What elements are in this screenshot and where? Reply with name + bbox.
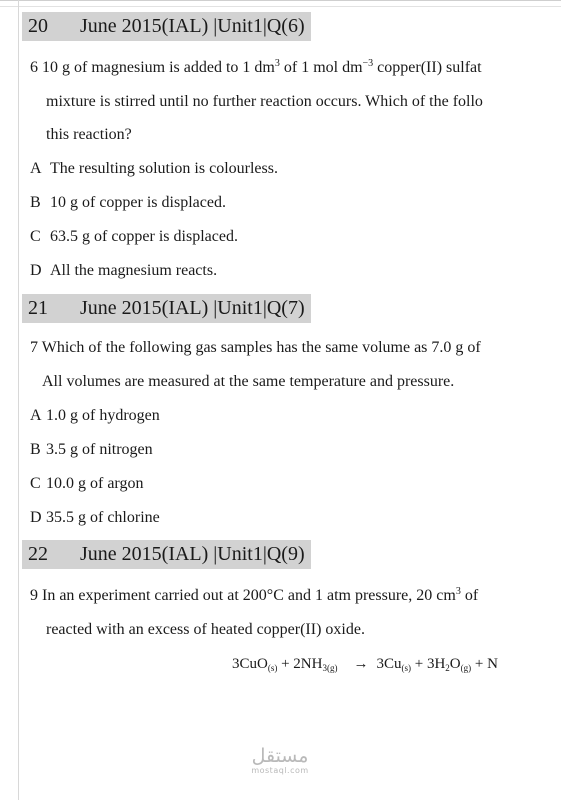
option-letter: C: [30, 475, 41, 492]
watermark-logo: [240, 746, 320, 776]
option-letter: A: [30, 407, 42, 424]
question-source: June 2015(IAL) |Unit1|Q(6): [80, 15, 305, 37]
question-21-header: [22, 294, 311, 323]
option-b[interactable]: [30, 440, 153, 460]
question-number: 22: [28, 543, 48, 565]
question-source: June 2015(IAL) |Unit1|Q(7): [80, 297, 305, 319]
eq-term: O: [449, 656, 461, 672]
option-letter: D: [30, 262, 42, 279]
option-text: 10.0 g of argon: [46, 475, 144, 492]
eq-subscript: (s): [401, 663, 411, 673]
option-text: All the magnesium reacts.: [50, 262, 218, 279]
question-source: June 2015(IAL) |Unit1|Q(9): [80, 543, 305, 565]
option-text: 10 g of copper is displaced.: [50, 194, 226, 211]
option-text: The resulting solution is colourless.: [50, 160, 278, 177]
superscript: −3: [362, 58, 374, 69]
eq-subscript: 2: [445, 663, 450, 673]
eq-term: + 2NH: [277, 656, 323, 672]
question-22-stem-line-2: reacted with an excess of heated copper(II) oxide.: [46, 621, 365, 638]
option-text: 1.0 g of hydrogen: [46, 407, 160, 424]
question-22-header: [22, 540, 311, 569]
superscript: 3: [455, 586, 461, 597]
option-letter: B: [30, 441, 41, 458]
chemical-equation: [232, 654, 498, 674]
watermark-arabic: مستقل: [251, 745, 309, 767]
stem-text: of: [460, 587, 479, 604]
option-a[interactable]: [30, 406, 160, 426]
reaction-arrow: →: [353, 656, 369, 672]
option-letter: B: [30, 194, 41, 211]
stem-text: copper(II) sulfat: [373, 59, 482, 76]
left-margin-rule: [18, 0, 19, 800]
question-20-stem-line-3: this reaction?: [46, 126, 132, 143]
watermark-latin: mostaql.com: [251, 766, 309, 775]
question-number: 21: [28, 297, 48, 319]
question-20-header: [22, 12, 311, 41]
option-text: 3.5 g of nitrogen: [46, 441, 153, 458]
option-text: 63.5 g of copper is displaced.: [50, 228, 238, 245]
option-letter: C: [30, 228, 41, 245]
option-d[interactable]: [30, 508, 160, 528]
eq-subscript: (s): [267, 663, 278, 673]
question-20-stem-line-1: [30, 58, 482, 78]
option-letter: A: [30, 160, 42, 177]
eq-subscript: (g): [460, 663, 472, 673]
question-20-stem-line-2: mixture is stirred until no further reaction occurs. Which of the follo: [46, 93, 483, 110]
eq-subscript: 3(g): [322, 663, 338, 673]
stem-text: of 1 mol dm: [279, 59, 363, 76]
question-21-stem-line-2: All volumes are measured at the same temperature and pressure.: [42, 373, 455, 390]
eq-term: 3Cu: [376, 656, 402, 672]
option-letter: D: [30, 509, 42, 526]
top-border-inner: [0, 6, 561, 7]
question-number: 20: [28, 15, 48, 37]
option-b[interactable]: [30, 193, 226, 213]
eq-term: + 3H: [410, 656, 446, 672]
eq-term: 3CuO: [232, 656, 268, 672]
option-a[interactable]: [30, 159, 278, 179]
eq-term: + N: [471, 656, 498, 672]
option-text: 35.5 g of chlorine: [46, 509, 160, 526]
option-c[interactable]: [30, 474, 143, 494]
superscript: 3: [274, 58, 280, 69]
question-21-stem-line-1: 7 Which of the following gas samples has the same volume as 7.0 g of: [30, 339, 481, 356]
option-d[interactable]: [30, 261, 217, 281]
stem-text: 9 In an experiment carried out at 200°C and 1 atm pressure, 20 cm: [30, 587, 456, 604]
question-22-stem-line-1: [30, 586, 478, 606]
top-border: [0, 0, 561, 1]
option-c[interactable]: [30, 227, 238, 247]
stem-text: 6 10 g of magnesium is added to 1 dm: [30, 59, 275, 76]
